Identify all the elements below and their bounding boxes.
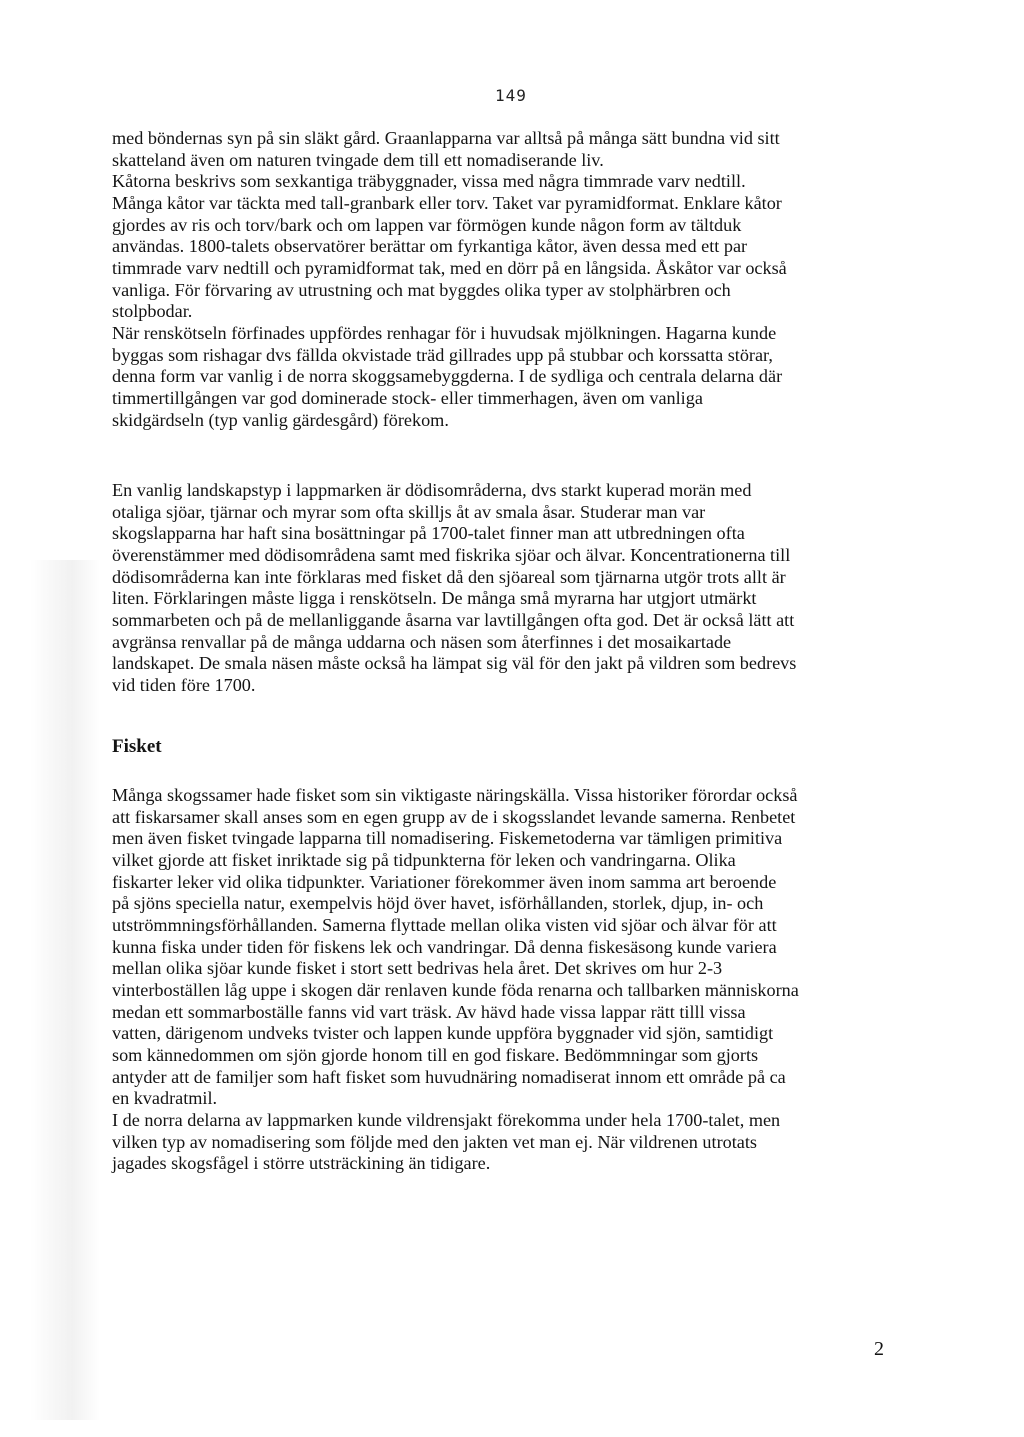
text-line: som kännedommen om sjön gjorde honom till en god fiskare. Bedömmningar som gjorts	[112, 1044, 759, 1065]
text-line: liten. Förklaringen måste ligga i renskötseln. De många små myrarna har utgjort utmärkt	[112, 588, 757, 609]
text-line: mellan olika sjöar kunde fisket i stort sett bedrivas hela året. Det skrives om hur 2-3	[112, 958, 723, 979]
paragraph-buildings	[112, 128, 912, 431]
text-line: utströmmningsförhållanden. Samerna flyttade mellan olika visten vid sjöar och älvar för att	[112, 914, 777, 935]
text-line: timmrade varv nedtill och pyramidformat tak, med en dörr på en långsida. Åskåtor var också	[112, 257, 787, 278]
text-line: en kvadratmil.	[112, 1088, 218, 1109]
text-line: sommarbeten och på de mellanliggande åsarna var lavtillgången ofta god. Det är också lätt att	[112, 609, 795, 630]
text-line: skogslapparna har haft sina bosättningar på 1700-talet finner man att utbredningen ofta	[112, 523, 745, 544]
text-line: Många skogssamer hade fisket som sin viktigaste näringskälla. Vissa historiker förordar också	[112, 785, 798, 805]
scan-margin-shadow	[30, 560, 100, 1420]
text-line: antyder att de familjer som haft fisket som huvudnäring nomadiserat innom ett område på ca	[112, 1066, 786, 1087]
text-line: landskapet. De smala näsen måste också ha lämpat sig väl för den jakt på vildren som bedrevs	[112, 653, 797, 674]
text-line: vinterboställen låg uppe i skogen där renlaven kunde föda renarna och tallbarken människorna	[112, 979, 799, 1000]
text-line: vilken typ av nomadisering som följde med den jakten vet man ej. När vildrenen utrotats	[112, 1131, 757, 1152]
text-line: fiskarter leker vid olika tidpunkter. Variationer förekommer även inom samma art beroende	[112, 871, 777, 892]
text-line: Kåtorna beskrivs som sexkantiga träbyggnader, vissa med några timmrade varv nedtill.	[112, 171, 746, 192]
text-line: skatteland även om naturen tvingade dem till ett nomadiserande liv.	[112, 149, 604, 170]
text-line: jagades skogsfågel i större utsträckining än tidigare.	[112, 1153, 491, 1174]
text-line: stolpbodar.	[112, 301, 193, 322]
text-line: Många kåtor var täckta med tall-granbark eller torv. Taket var pyramidformat. Enklare kåtor	[112, 192, 782, 213]
text-line: kunna fiska under tiden för fiskens lek och vandringar. Då denna fiskesäsong kunde variera	[112, 936, 777, 957]
paragraph-landscape	[112, 480, 912, 697]
footer-page-number: 2	[874, 1338, 884, 1360]
text-line: att fiskarsamer skall anses som en egen grupp av de i skogsslandet levande samerna. Renbetet	[112, 806, 796, 827]
text-line: men även fisket tvingade lapparna till nomadisering. Fiskemetoderna var tämligen primitiva	[112, 828, 783, 849]
text-line: dödisområderna kan inte förklaras med fisket då den sjöareal som tjärnarna utgör trots allt är	[112, 566, 786, 587]
text-line: skidgärdseln (typ vanlig gärdesgård) förekom.	[112, 409, 449, 430]
text-line: byggas som rishagar dvs fällda okvistade träd gillrades upp på stubbar och korssatta störar,	[112, 344, 773, 365]
text-line: användas. 1800-talets observatörer berättar om fyrkantiga kåtor, även dessa med ett par	[112, 236, 748, 257]
text-line: vatten, därigenom undveks tvister och lappen kunde uppföra byggnader vid sjön, samtidigt	[112, 1023, 774, 1044]
text-line: otaliga sjöar, tjärnar och myrar som ofta skilljs åt av smala åsar. Studerar man var	[112, 501, 706, 522]
text-line: denna form var vanlig i de norra skoggsamebyggderna. I de sydliga och centrala delarna där	[112, 366, 783, 387]
section-heading-fisket: Fisket	[112, 736, 162, 757]
text-line: vilket gjorde att fisket inriktade sig på tidpunkterna för leken och vandringarna. Olika	[112, 849, 736, 870]
text-line: med böndernas syn på sin släkt gård. Graanlapparna var alltså på många sätt bundna vid sitt	[112, 128, 780, 148]
text-line: medan ett sommarboställe fanns vid vart träsk. Av hävd hade vissa lappar rätt tilll vissa	[112, 1001, 746, 1022]
page-number: 149	[495, 86, 527, 105]
text-line: överenstämmer med dödisområdena samt med fiskrika sjöar och älvar. Koncentrationerna till	[112, 544, 791, 565]
text-line: I de norra delarna av lappmarken kunde vildrensjakt förekomma under hela 1700-talet, men	[112, 1109, 781, 1130]
text-line: timmertillgången var god dominerade stock- eller timmerhagen, även om vanliga	[112, 387, 703, 408]
text-line: gjordes av ris och torv/bark och om lappen var förmögen kunde någon form av tältduk	[112, 214, 742, 235]
text-line: avgränsa renvallar på de många uddarna och näsen som återfinnes i det mosaikartade	[112, 631, 732, 652]
text-line: När renskötseln förfinades uppfördes renhagar för i huvudsak mjölkningen. Hagarna kunde	[112, 322, 777, 343]
paragraph-fishing	[112, 785, 912, 1175]
text-line: vanliga. För förvaring av utrustning och mat byggdes olika typer av stolphärbren och	[112, 279, 731, 300]
text-line: på sjöns speciella natur, exempelvis höjd över havet, isförhållanden, storlek, djup, in- och	[112, 893, 764, 914]
text-line: En vanlig landskapstyp i lappmarken är dödisområderna, dvs starkt kuperad morän med	[112, 480, 752, 500]
text-line: vid tiden före 1700.	[112, 674, 256, 695]
